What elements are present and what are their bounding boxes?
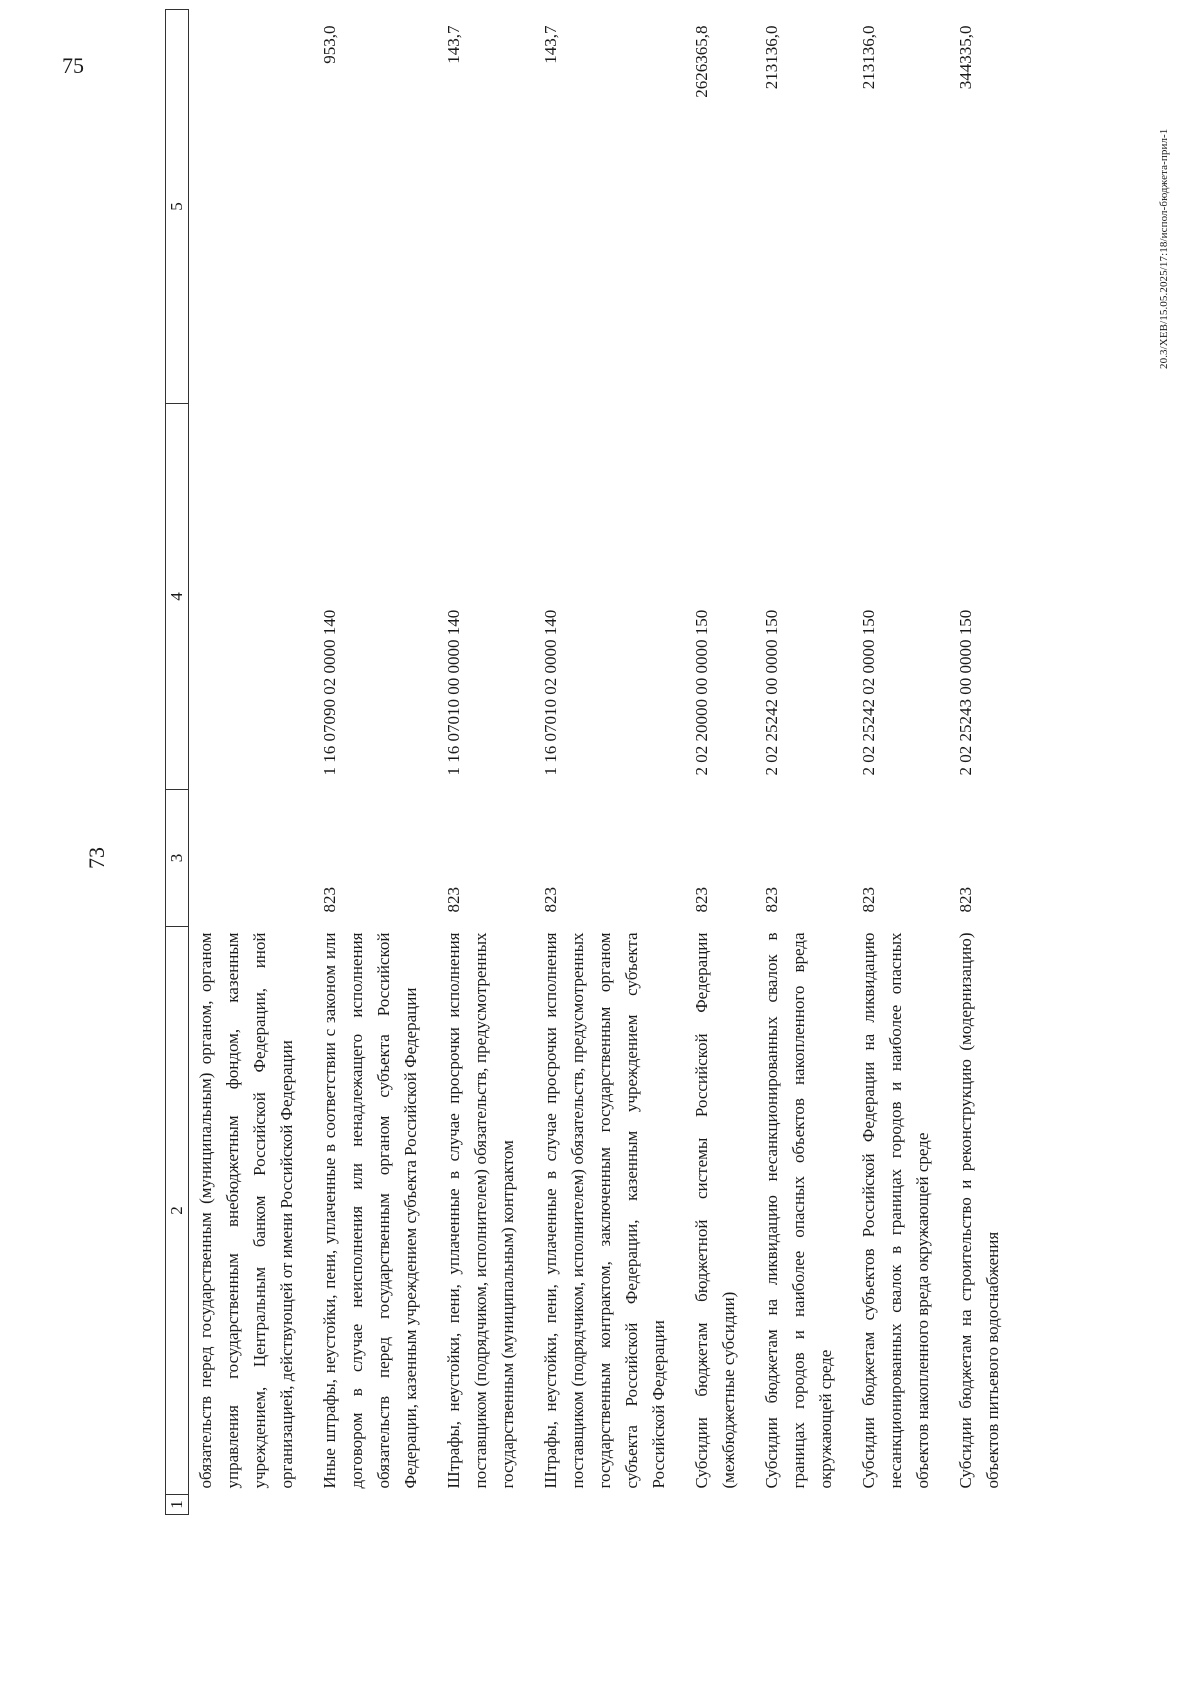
admin-code: 823 [541, 887, 560, 913]
amount: 953,0 [320, 25, 339, 64]
row-spacer [436, 1495, 533, 1515]
admin-code: 823 [320, 887, 339, 913]
admin-code: 823 [859, 887, 878, 913]
row-spacer [851, 1495, 948, 1515]
item-name: Субсидии бюджетам на строительство и реконструкцию (модернизацию) объектов питьевого водоснабжения [956, 932, 1002, 1489]
budget-classification-code [189, 404, 313, 790]
table-row [948, 10, 1018, 1515]
row-spacer [312, 1495, 436, 1515]
row-spacer [684, 1495, 754, 1515]
budget-classification-code: 2 02 25242 02 0000 150 [859, 609, 878, 776]
item-name: Иные штрафы, неустойки, пени, уплаченные в соответствии с законом или договором в случае неисполнения или ненадлежащего исполнения обязательств перед государственным органом субъекта Российской Федерации, казенным учреждением субъекта Российской Федерации [320, 932, 420, 1489]
item-name: обязательств перед государственным (муниципальным) органом, органом управления государственным внебюджетным фондом, казенным учреждением, Центральным банком Российской Федерации, иной организацией, действующей от имени Российской Федерации [196, 932, 296, 1489]
item-name: Штрафы, неустойки, пени, уплаченные в случае просрочки исполнения поставщиком (подрядчиком, исполнителем) обязательств, предусмотренных государственным (муниципальным) контрактом [444, 932, 517, 1489]
item-name: Субсидии бюджетам субъектов Российской Федерации на ликвидацию несанкционированных свалок в границах городов и наиболее опасных объектов накопленного вреда окружающей среде [859, 932, 932, 1489]
table-row [189, 10, 313, 1515]
column-header-4: 4 [166, 404, 189, 790]
admin-code: 823 [692, 887, 711, 913]
table-row [754, 10, 851, 1515]
table-row [533, 10, 684, 1515]
item-name: Субсидии бюджетам бюджетной системы Российской Федерации (межбюджетные субсидии) [692, 932, 738, 1489]
budget-classification-code: 1 16 07090 02 0000 140 [320, 609, 339, 776]
row-spacer [533, 1495, 684, 1515]
amount: 213136,0 [762, 25, 781, 90]
table-row [312, 10, 436, 1515]
row-spacer [948, 1495, 1018, 1515]
column-header-3: 3 [166, 790, 189, 927]
amount: 2626365,8 [692, 25, 711, 98]
amount: 213136,0 [859, 25, 878, 90]
table-row [436, 10, 533, 1515]
budget-classification-code: 2 02 25243 00 0000 150 [956, 609, 975, 776]
table-row [684, 10, 754, 1515]
column-header-2: 2 [166, 927, 189, 1495]
column-header-5: 5 [166, 10, 189, 404]
budget-table [165, 9, 1018, 1515]
budget-classification-code: 1 16 07010 02 0000 140 [541, 609, 560, 776]
amount: 344335,0 [956, 25, 975, 90]
row-spacer [754, 1495, 851, 1515]
admin-code: 823 [762, 887, 781, 913]
document-footer-code: 20.3/XEB/15.05.2025/17:18/испол-бюджета-прил-1 [1158, 128, 1170, 369]
admin-code [189, 790, 313, 927]
bottom-page-number: 75 [62, 53, 84, 78]
page-number: 73 [84, 847, 109, 869]
column-header-1: 1 [166, 1495, 189, 1515]
table-header-row [166, 10, 189, 1515]
amount [189, 10, 313, 404]
budget-classification-code: 2 02 25242 00 0000 150 [762, 609, 781, 776]
amount: 143,7 [444, 25, 463, 64]
item-name: Субсидии бюджетам на ликвидацию несанкционированных свалок в границах городов и наиболее опасных объектов накопленного вреда окружающей среде [762, 932, 835, 1489]
amount: 143,7 [541, 25, 560, 64]
admin-code: 823 [444, 887, 463, 913]
row-spacer [189, 1495, 313, 1515]
admin-code: 823 [956, 887, 975, 913]
budget-classification-code: 2 02 20000 00 0000 150 [692, 609, 711, 776]
table-row [851, 10, 948, 1515]
item-name: Штрафы, неустойки, пени, уплаченные в случае просрочки исполнения поставщиком (подрядчиком, исполнителем) обязательств, предусмотренных государственным контрактом, заключенным государственным органом субъекта Российской Федерации, казенным учреждением субъекта Российской Федерации [541, 932, 668, 1489]
budget-classification-code: 1 16 07010 00 0000 140 [444, 609, 463, 776]
